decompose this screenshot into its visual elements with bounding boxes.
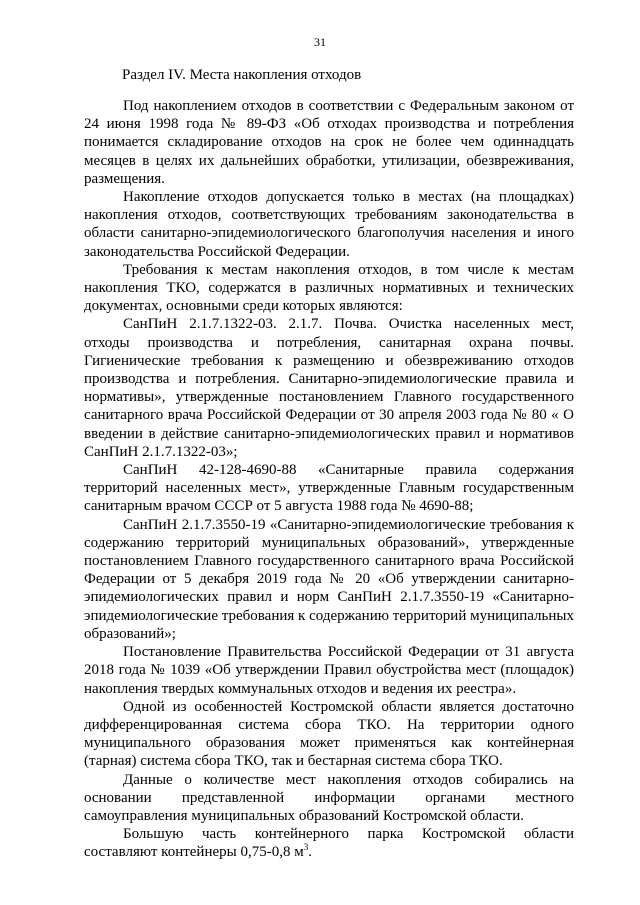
paragraph-text: Большую часть контейнерного парка Костромской области составляют контейнеры 0,75-0,8 м [84, 826, 574, 861]
paragraph: Данные о количестве мест накопления отходов собирались на основании представленной информации органами местного самоуправления муниципальных образований Костромской области. [84, 771, 574, 824]
paragraph: СанПиН 2.1.7.3550-19 «Санитарно-эпидемиологические требования к содержанию территорий муниципальных образований», утвержденные постановлением Главного государственного санитарного врача Российской Федерации от 5 декабря 2019 года № 20 «Об утверждении санитарно-эпидемиологических правил и норм СанПиН 2.1.7.3550-19 «Санитарно-эпидемиологические требования к содержанию территорий муниципальных образований»; [84, 516, 574, 642]
paragraph: Постановление Правительства Российской Федерации от 31 августа 2018 года № 1039 «Об утверждении Правил обустройства мест (площадок) накопления твердых коммунальных отходов и ведения их реестра». [84, 644, 574, 697]
paragraph: Накопление отходов допускается только в местах (на площадках) накопления отходов, соответствующих требованиям законодательства в области санитарно-эпидемиологического благополучия населения и иного законодательства Российской Федерации. [84, 189, 574, 260]
paragraph: Одной из особенностей Костромской области является достаточно дифференцированная система сбора ТКО. На территории одного муниципального образования может применяться как контейнерная (тарная) система сбора ТКО, так и бестарная система сбора ТКО. [84, 698, 574, 770]
paragraph: СанПиН 2.1.7.1322-03. 2.1.7. Почва. Очистка населенных мест, отходы производства и потребления, санитарная охрана почвы. Гигиенические требования к размещению и обезвреживанию отходов производства и потребления. Санитарно-эпидемиологические правила и нормативы», утвержденные постановлением Главного государственного санитарного врача Российской Федерации от 30 апреля 2003 года № 80 « О введении в действие санитарно-эпидемиологических правил и нормативов СанПиН 2.1.7.1322-03»; [84, 316, 574, 460]
superscript: 3 [303, 842, 309, 853]
paragraph: Под накоплением отходов в соответствии с Федеральным законом от 24 июня 1998 года № 89-ФЗ «Об отходах производства и потребления понимается складирование отходов на срок не более чем одиннадцать месяцев в целях их дальнейших обработки, утилизации, обезвреживания, размещения. [84, 98, 574, 187]
paragraph-suffix: . [308, 844, 312, 861]
paragraph: СанПиН 42-128-4690-88 «Санитарные правила содержания территорий населенных мест», утвержденные Главным государственным санитарным врачом СССР от 5 августа 1988 года № 4690-88; [84, 462, 574, 515]
paragraph: Требования к местам накопления отходов, в том числе к местам накопления ТКО, содержатся в различных нормативных и технических документах, основными среди которых являются: [84, 261, 574, 315]
page-number: 31 [314, 35, 326, 49]
section-heading: Раздел IV. Места накопления отходов [122, 67, 362, 83]
document-body [84, 97, 574, 862]
paragraph-last [84, 825, 574, 861]
